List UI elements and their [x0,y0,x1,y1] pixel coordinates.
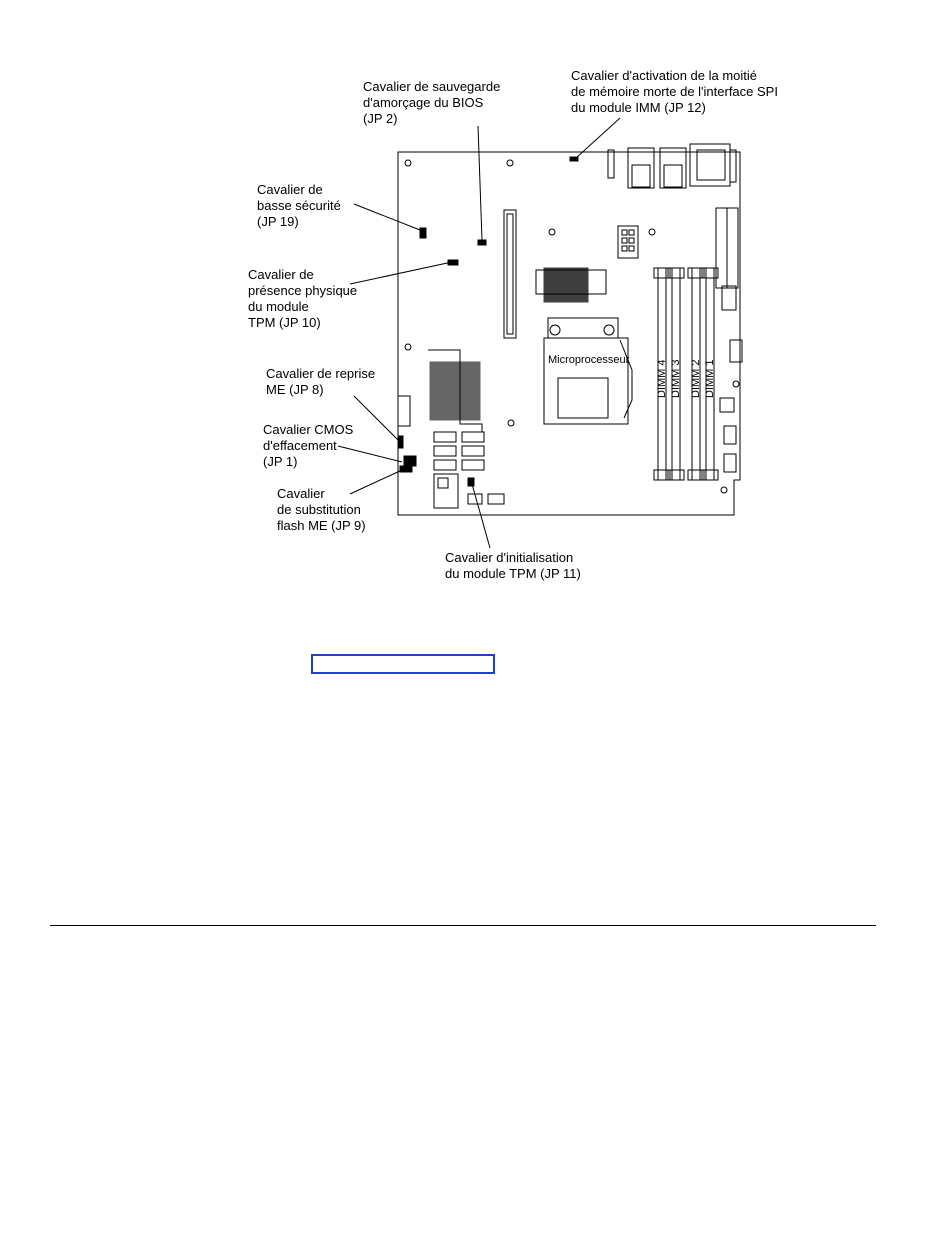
cpu-socket [544,318,632,424]
callout-spi-half: Cavalier d'activation de la moitié de mémoire morte de l'interface SPI du module IMM (JP 12) [571,68,778,115]
power-connector-main [716,208,738,288]
jumpers [398,157,578,486]
dimm1-label: DIMM 1 [704,359,716,398]
mounting-holes [405,160,739,493]
right-connectors [720,286,742,472]
callout-tpm-init: Cavalier d'initialisation du module TPM (JP 11) [445,550,581,581]
header-connector [398,396,410,426]
rear-connectors [608,144,736,188]
pch-heatsink [428,350,482,432]
leader-lines [338,118,620,548]
horizontal-rule [50,925,876,926]
board-outline [398,152,740,515]
link-box[interactable] [311,654,495,674]
dimm4-label: DIMM 4 [656,359,668,398]
sata-connectors [434,432,484,470]
pci-slot [504,210,516,338]
callout-me-recovery: Cavalier de reprise ME (JP 8) [266,366,376,397]
dimm3-label: DIMM 3 [670,359,682,398]
callout-me-flash: Cavalier de substitution flash ME (JP 9) [277,486,366,533]
power-connector-small [618,226,638,258]
callout-cmos-clear: Cavalier CMOS d'effacement (JP 1) [263,422,354,469]
callout-tpm-presence: Cavalier de présence physique du module TPM (JP 10) [248,267,358,330]
microprocessor-label: Microprocesseur [548,354,630,366]
callout-low-security: Cavalier de basse sécurité (JP 19) [257,182,341,229]
vr-heatsink [536,268,606,302]
dimm2-label: DIMM 2 [690,359,702,398]
callout-bios-backup: Cavalier de sauvegarde d'amorçage du BIOS (JP 2) [363,79,501,126]
